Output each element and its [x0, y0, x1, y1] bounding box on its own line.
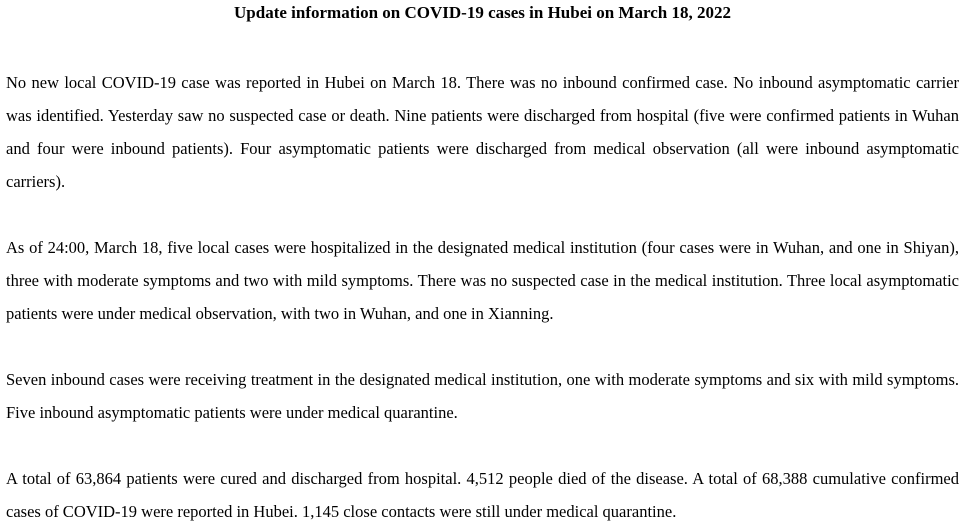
paragraph-new-cases: No new local COVID-19 case was reported in Hubei on March 18. There was no inbound confirmed case. No inbound asymptomatic carrier was identified. Yesterday saw no suspected case or death. Nine patients were discharged from hospital (five were confirmed patients in Wuhan and four were inbound patients). Four asymptomatic patients were discharged from medical observation (all were inbound asymptomatic carriers). [6, 73, 959, 191]
paragraph-hospitalized-local: As of 24:00, March 18, five local cases were hospitalized in the designated medical institution (four cases were in Wuhan, and one in Shiyan), three with moderate symptoms and two with mild symptoms. There was no suspected case in the medical institution. Three local asymptomatic patients were under medical observation, with two in Wuhan, and one in Xianning. [6, 238, 959, 323]
document-title: Update information on COVID-19 cases in Hubei on March 18, 2022 [234, 3, 731, 22]
paragraph-cumulative-totals: A total of 63,864 patients were cured and discharged from hospital. 4,512 people died of the disease. A total of 68,388 cumulative confirmed cases of COVID-19 were reported in Hubei. 1,145 close contacts were still under medical quarantine. [6, 469, 959, 521]
paragraph-inbound-treatment: Seven inbound cases were receiving treatment in the designated medical institution, one with moderate symptoms and six with mild symptoms. Five inbound asymptomatic patients were under medical quarantine. [6, 370, 959, 422]
